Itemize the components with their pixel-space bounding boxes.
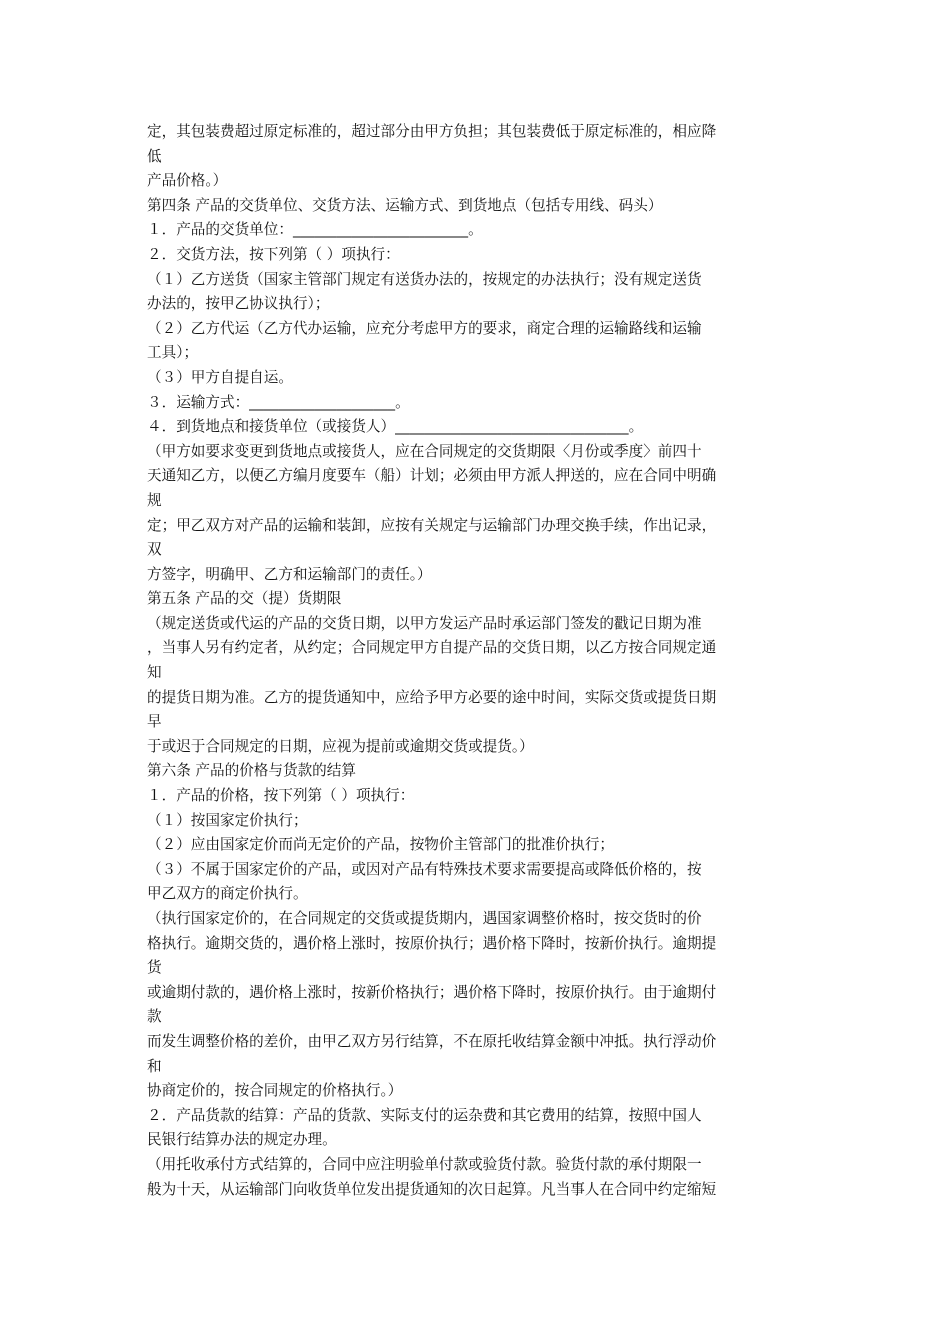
text-line: ４．到货地点和接货单位（或接货人）________________________________。 xyxy=(147,418,644,436)
text-line: 于或迟于合同规定的日期，应视为提前或逾期交货或提货。） xyxy=(147,737,534,755)
text-line: （３）不属于国家定价的产品，或因对产品有特殊技术要求需要提高或降低价格的，按 xyxy=(147,860,702,878)
text-line: １．产品的价格，按下列第（ ）项执行： xyxy=(147,787,415,805)
text-line: 早 xyxy=(147,713,162,731)
text-line: （２）乙方代运（乙方代办运输，应充分考虑甲方的要求，商定合理的运输路线和运输 xyxy=(147,319,702,337)
text-line: （１）按国家定价执行； xyxy=(147,811,308,829)
text-line: 低 xyxy=(147,147,162,165)
text-line: （３）甲方自提自运。 xyxy=(147,368,293,386)
text-line: 方签字，明确甲、乙方和运输部门的责任。） xyxy=(147,565,432,583)
text-line: （执行国家定价的，在合同规定的交货或提货期内，遇国家调整价格时，按交货时的价 xyxy=(147,910,702,927)
text-line: 产品价格。） xyxy=(147,172,228,190)
text-line: （１）乙方送货（国家主管部门规定有送货办法的，按规定的办法执行；没有规定送货 xyxy=(147,270,702,288)
text-line: 定，其包装费超过原定标准的，超过部分由甲方负担；其包装费低于原定标准的，相应降 xyxy=(147,123,717,140)
text-line: 民银行结算办法的规定办理。 xyxy=(147,1131,337,1149)
text-line: （甲方如要求变更到货地点或接货人，应在合同规定的交货期限〈月份或季度〉前四十 xyxy=(147,442,702,460)
section-heading-6: 第六条 产品的价格与货款的结算 xyxy=(147,762,356,780)
text-line: 工具）； xyxy=(147,344,199,362)
text-line: （规定送货或代运的产品的交货日期，以甲方发运产品时承运部门签发的戳记日期为准 xyxy=(147,614,702,632)
text-line: 定；甲乙双方对产品的运输和装卸，应按有关规定与运输部门办理交换手续，作出记录， xyxy=(147,516,717,534)
text-line: 格执行。逾期交货的，遇价格上涨时，按原价执行；遇价格下降时，按新价执行。逾期提 xyxy=(147,934,717,952)
text-line: 协商定价的，按合同规定的价格执行。） xyxy=(147,1082,403,1100)
text-line: ，当事人另有约定者，从约定；合同规定甲方自提产品的交货日期，以乙方按合同规定通 xyxy=(147,639,717,657)
section-heading-5: 第五条 产品的交（提）货期限 xyxy=(147,590,342,608)
text-line: 和 xyxy=(147,1057,162,1075)
text-line: 甲乙双方的商定价执行。 xyxy=(147,885,308,903)
document-body xyxy=(147,120,827,1202)
text-line: 办法的，按甲乙协议执行）； xyxy=(147,295,330,313)
section-heading-4: 第四条 产品的交货单位、交货方法、运输方式、到货地点（包括专用线、码头） xyxy=(147,196,663,214)
text-line: 货 xyxy=(147,959,162,977)
text-line: １．产品的交货单位：________________________。 xyxy=(147,221,483,239)
text-line: 双 xyxy=(147,541,162,559)
text-line: 规 xyxy=(147,491,162,509)
text-line: 知 xyxy=(147,664,162,682)
text-line: ２．产品货款的结算：产品的货款、实际支付的运杂费和其它费用的结算，按照中国人 xyxy=(147,1106,702,1124)
text-line: （用托收承付方式结算的，合同中应注明验单付款或验货付款。验货付款的承付期限一 xyxy=(147,1155,702,1173)
text-line: 款 xyxy=(147,1008,162,1026)
text-line: 的提货日期为准。乙方的提货通知中，应给予甲方必要的途中时间，实际交货或提货日期 xyxy=(147,688,717,706)
text-line: ２．交货方法，按下列第（ ）项执行： xyxy=(147,245,400,263)
text-line: 般为十天，从运输部门向收货单位发出提货通知的次日起算。凡当事人在合同中约定缩短 xyxy=(147,1180,717,1198)
text-line: 或逾期付款的，遇价格上涨时，按新价格执行；遇价格下降时，按原价执行。由于逾期付 xyxy=(147,983,717,1001)
text-line: ３．运输方式：____________________。 xyxy=(147,393,410,411)
text-line: 天通知乙方，以便乙方编月度要车（船）计划；必须由甲方派人押送的，应在合同中明确 xyxy=(147,467,717,485)
text-line: 而发生调整价格的差价，由甲乙双方另行结算，不在原托收结算金额中冲抵。执行浮动价 xyxy=(147,1032,717,1050)
text-line: （２）应由国家定价而尚无定价的产品，按物价主管部门的批准价执行； xyxy=(147,836,615,854)
